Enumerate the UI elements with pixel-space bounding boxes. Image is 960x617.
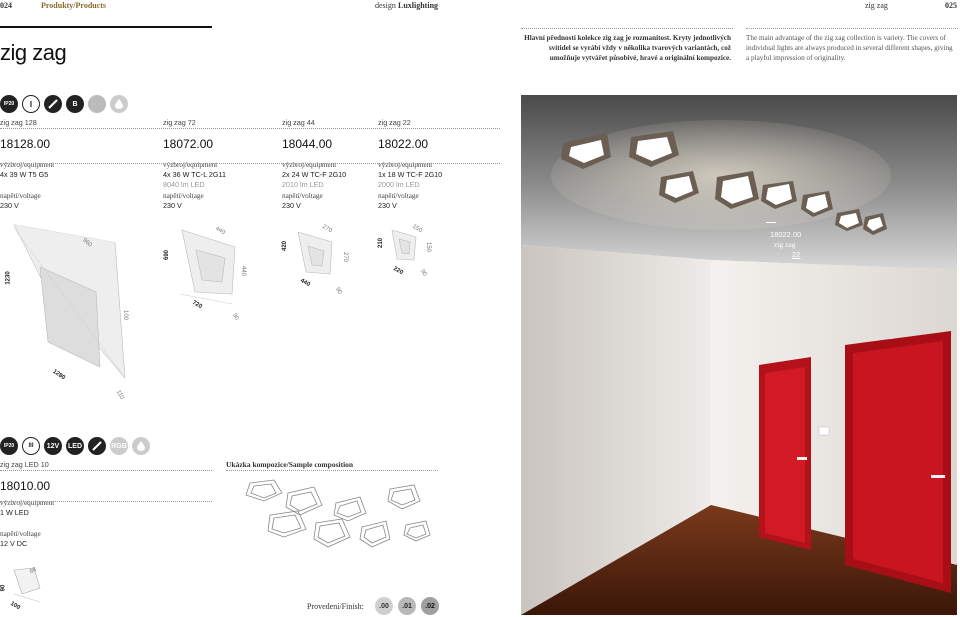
collection-label: zig zag: [865, 1, 888, 10]
dimmable-icon: [44, 95, 62, 113]
equipment-value: 2x 24 W TC-F 2G10: [282, 170, 347, 179]
lumen-value: [0, 180, 54, 190]
dim-22-height: 150: [425, 241, 432, 253]
drawing-zig-zag-128: [14, 225, 125, 379]
drawing-zig-zag-44: [298, 232, 332, 274]
voltage-value: 230 V: [0, 201, 19, 210]
dim-led-diag: 68: [28, 566, 38, 576]
voltage-label: napětí/voltage: [0, 530, 41, 538]
page-number-right: 025: [945, 1, 957, 10]
dim-128-depth: 100: [122, 309, 129, 321]
voltage-value: 230 V: [163, 201, 182, 210]
product-zig-zag-72: [163, 118, 226, 211]
dim-22-diag: 150: [411, 223, 423, 235]
photo-arrow: [766, 222, 776, 223]
photo-name: zig zag: [774, 240, 796, 249]
voltage-label: napětí/voltage: [0, 192, 41, 200]
dim-led-length: 100: [9, 600, 21, 612]
finish-option-02[interactable]: .02: [421, 597, 439, 615]
product-zig-zag-led-10: [0, 460, 54, 549]
product-name: zig zag 128: [0, 118, 37, 127]
dimmable-icon: [88, 437, 106, 455]
brand-prefix: design: [375, 1, 396, 10]
product-name: zig zag 44: [282, 118, 315, 127]
dim-22-length: 220: [392, 265, 404, 277]
intro-text-cz: Hlavní předností kolekce zig zag je rozmanitost. Kryty jednotlivých svítidel se vyrábí vždy v několika tvarových variantách, což umožňuje vytvářet působivé, hravé a originální kompozice.: [524, 34, 731, 62]
volt-icon: 12V: [44, 437, 62, 455]
product-code: 18044.00: [282, 137, 333, 151]
sample-rule: [226, 470, 438, 471]
equipment-value: 4x 39 W T5 G5: [0, 170, 49, 179]
dim-44-depth: 90: [334, 286, 343, 296]
dim-128-length: 1280: [51, 368, 66, 382]
rgb-icon: RGB: [110, 437, 128, 455]
dim-44-length: 440: [299, 277, 311, 289]
section-label: Produkty/Products: [41, 1, 107, 10]
equipment-value: 1 W LED: [0, 508, 29, 517]
voltage-label: napětí/voltage: [163, 192, 204, 200]
product-name: zig zag 22: [378, 118, 411, 127]
sample-composition-label: Ukázka kompozice/Sample composition: [226, 460, 354, 469]
dim-22-width: 210: [378, 237, 385, 249]
drop-icon: [110, 95, 128, 113]
lumen-value: 2010 lm LED: [282, 180, 324, 189]
dim-22-depth: 90: [419, 268, 428, 278]
dim-72-height: 440: [240, 265, 247, 277]
drawing-zig-zag-72: [180, 230, 235, 304]
product-name: zig zag LED 10: [0, 460, 49, 469]
lumen-value: 8040 lm LED: [163, 180, 205, 189]
intro-rule-en: [746, 28, 958, 29]
product-code: 18022.00: [378, 137, 429, 151]
dim-44-width: 420: [282, 240, 289, 252]
product-code: 18010.00: [0, 479, 51, 493]
intro-text-en: The main advantage of the zig zag collection is variety. The covers of individual lights are always produced in several different shapes, giving a playful impression of originality.: [746, 34, 953, 62]
drop-icon: [132, 437, 150, 455]
intro-rule-cz: [521, 28, 733, 29]
product-zig-zag-22: [378, 118, 442, 211]
dim-44-diag: 270: [321, 223, 333, 235]
equipment-label: výzbroj/equipment: [0, 499, 55, 507]
title-rule: [0, 26, 212, 28]
led-icon: LED: [66, 437, 84, 455]
product-zig-zag-44: [282, 118, 346, 211]
dim-72-diag: 440: [214, 225, 226, 237]
equipment-label: výzbroj/equipment: [0, 161, 55, 169]
dim-led-width: 90: [0, 584, 7, 592]
brand-name: Luxlighting: [398, 1, 439, 10]
dim-72-depth: 90: [231, 312, 240, 322]
ip-icon: IP20: [0, 437, 18, 455]
sample-composition: [230, 475, 450, 560]
voltage-label: napětí/voltage: [282, 192, 323, 200]
photo-code: 18022.00: [770, 230, 802, 239]
dim-44-height: 270: [342, 251, 349, 263]
product-name: zig zag 72: [163, 118, 196, 127]
voltage-value: 12 V DC: [0, 539, 28, 548]
photo-number: 22: [792, 250, 801, 259]
ip-icon: IP20: [0, 95, 18, 113]
code-rule: [0, 163, 500, 164]
class-icon: I: [22, 95, 40, 113]
finish-option-01[interactable]: .01: [398, 597, 416, 615]
product-code: 18072.00: [163, 137, 214, 151]
page-title: zig zag: [0, 40, 67, 65]
voltage-value: 230 V: [378, 201, 397, 210]
dim-128-width: 1230: [5, 271, 12, 285]
drawing-zig-zag-22: [392, 230, 416, 260]
product-code: 18128.00: [0, 137, 51, 151]
ballast-icon: B: [66, 95, 84, 113]
class-icon: III: [22, 437, 40, 455]
finish-label: Provedení/Finish:: [307, 602, 364, 611]
lumen-value: 2000 lm LED: [378, 180, 420, 189]
finish-option-00[interactable]: .00: [375, 597, 393, 615]
equipment-label: výzbroj/equipment: [163, 161, 218, 169]
page-number-left: 024: [0, 1, 12, 10]
dim-128-diag: 960: [81, 237, 93, 249]
voltage-value: 230 V: [282, 201, 301, 210]
equipment-value: 1x 18 W TC-F 2G10: [378, 170, 443, 179]
led-drawing: [0, 560, 60, 610]
voltage-label: napětí/voltage: [378, 192, 419, 200]
top-bar: [0, 0, 960, 10]
dim-128-height: 110: [114, 389, 125, 401]
equipment-value: 4x 36 W TC-L 2G11: [163, 170, 226, 179]
equipment-label: výzbroj/equipment: [282, 161, 337, 169]
dim-72-width: 690: [164, 249, 171, 261]
led-code-rule: [0, 501, 212, 502]
product-zig-zag-128: [0, 118, 54, 211]
finish-icon: [88, 95, 106, 113]
equipment-label: výzbroj/equipment: [378, 161, 433, 169]
dim-72-length: 720: [191, 299, 203, 311]
interior-photo: [521, 95, 957, 615]
